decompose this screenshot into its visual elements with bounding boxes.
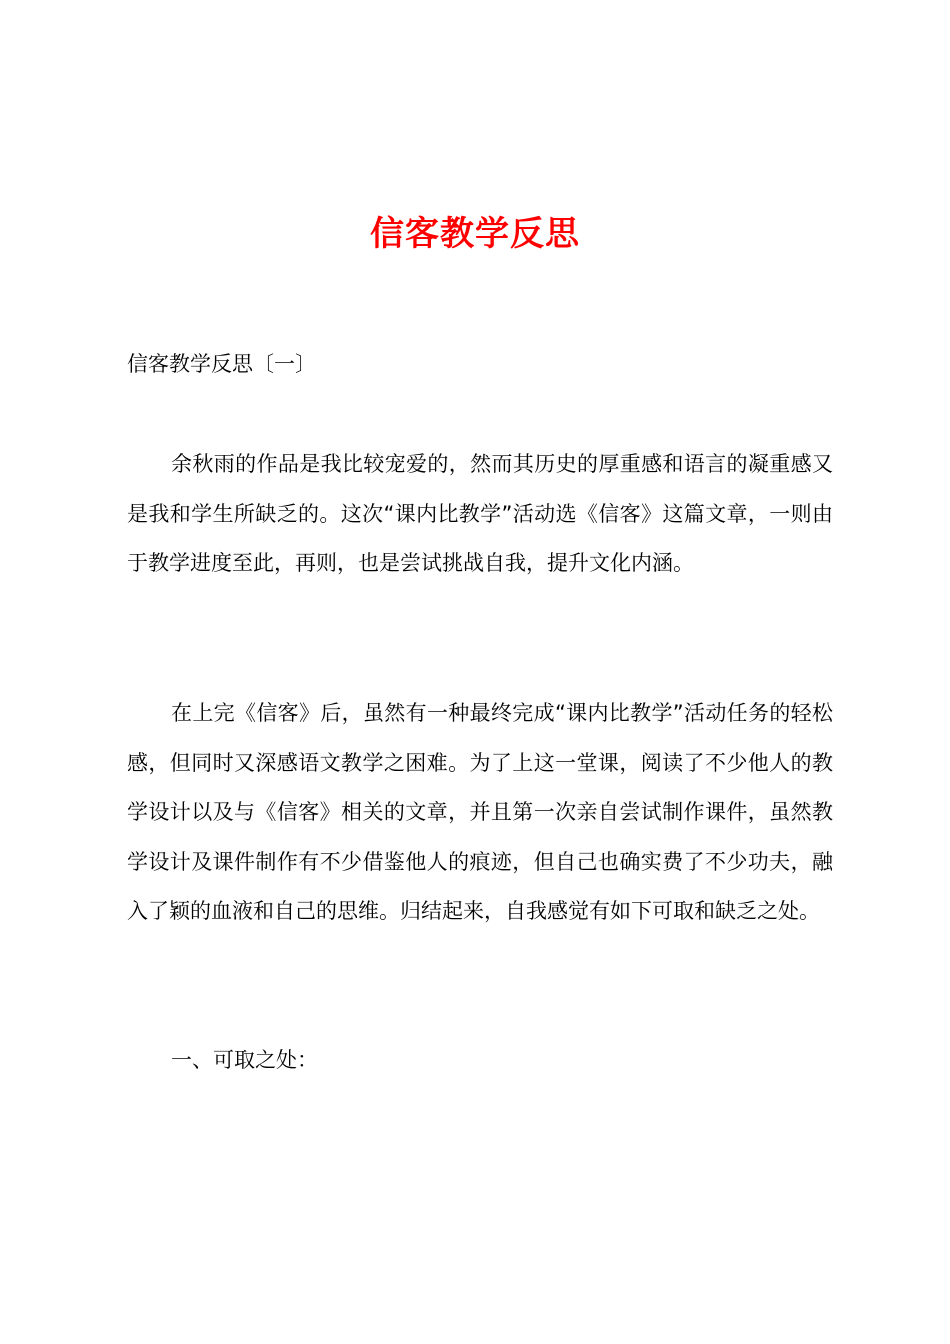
section-heading: 信客教学反思〔一〕 — [127, 352, 316, 376]
document-title: 信客教学反思 — [370, 214, 580, 254]
subheading-strengths: 一、可取之处： — [171, 1048, 318, 1072]
paragraph-2: 在上完《信客》后，虽然有一种最终完成“课内比教学”活动任务的轻松感，但同时又深感语文教学之困难。为了上这一堂课，阅读了不少他人的教学设计以及与《信客》相关的文章，并且第一次亲自尝试制作课件，虽然教学设计及课件制作有不少借鉴他人的痕迹，但自己也确实费了不少功夫，融入了颖的血液和自己的思维。归结起来，自我感觉有如下可取和缺乏之处。 — [127, 701, 833, 923]
paragraph-1: 余秋雨的作品是我比较宠爱的，然而其历史的厚重感和语言的凝重感又是我和学生所缺乏的。这次“课内比教学”活动选《信客》这篇文章，一则由于教学进度至此，再则，也是尝试挑战自我，提升文化内涵。 — [127, 452, 833, 575]
